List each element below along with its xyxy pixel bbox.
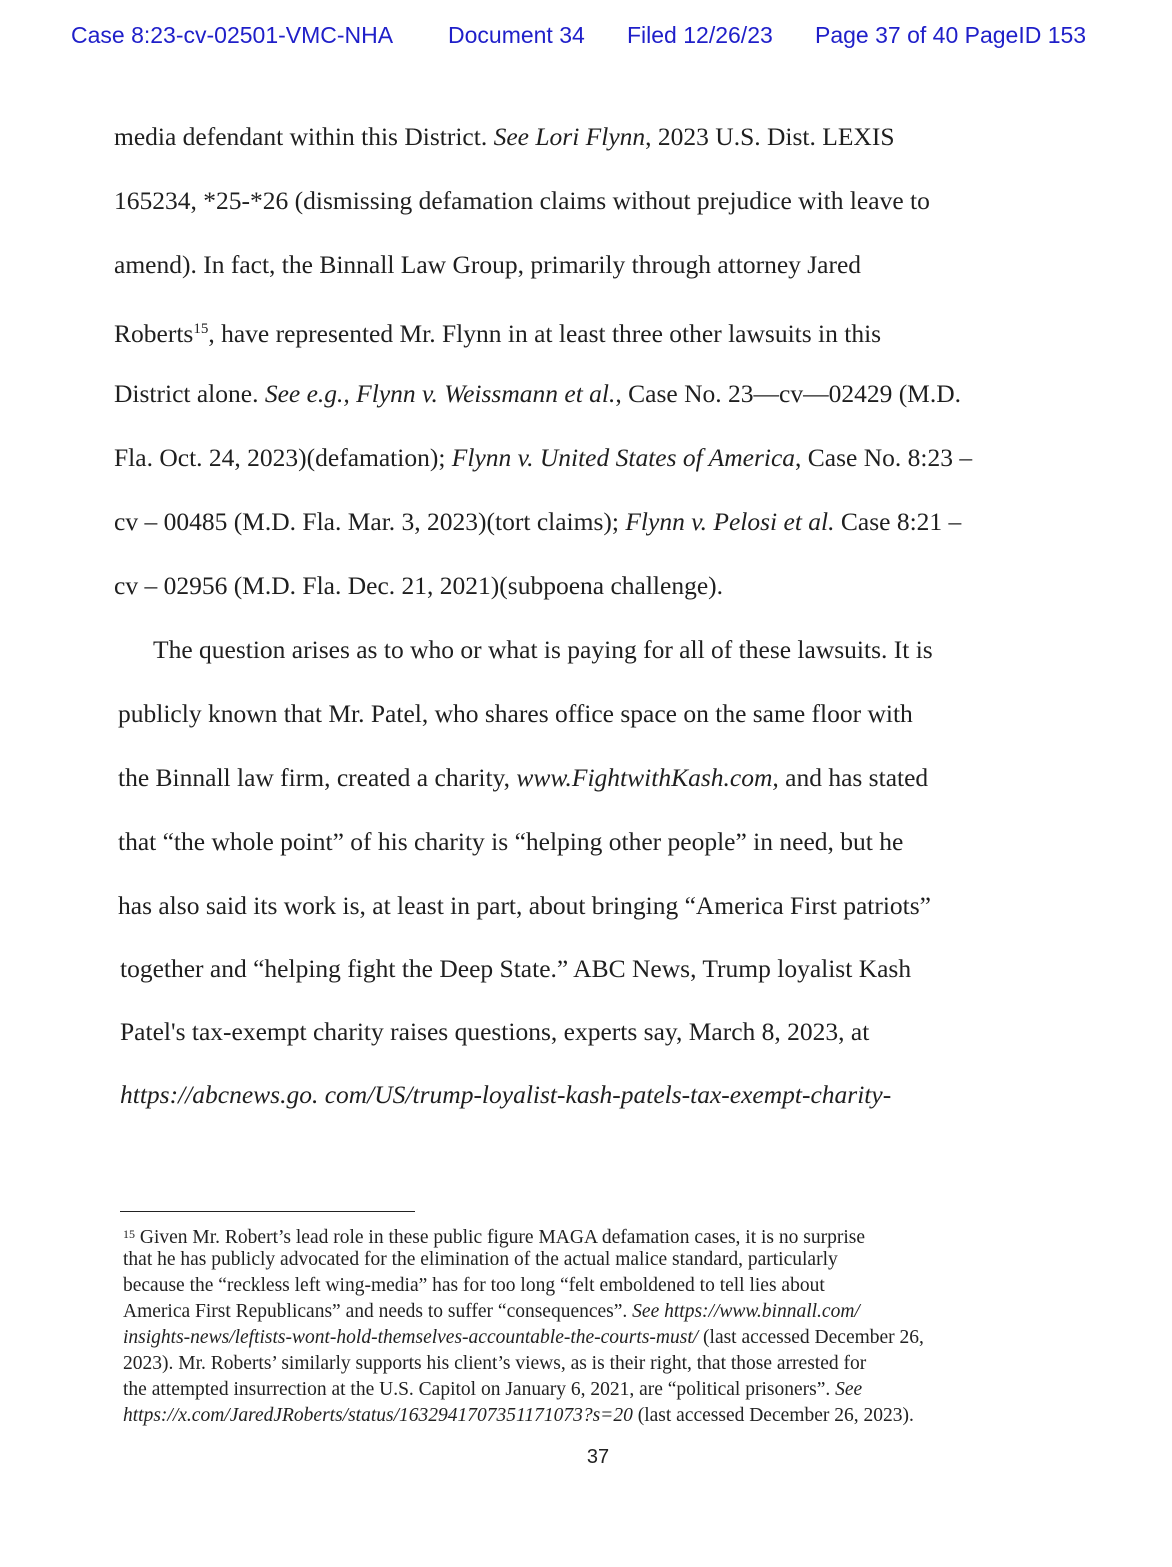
header-page-info: Page 37 of 40 PageID 153 xyxy=(815,22,1087,48)
footnote-line: https://x.com/JaredJRoberts/status/1632941707351171073?s=20 (last accessed December 26, 2023). xyxy=(123,1405,914,1426)
body-line: has also said its work is, at least in part, about bringing “America First patriots” xyxy=(118,891,931,920)
body-line: publicly known that Mr. Patel, who shares office space on the same floor with xyxy=(118,699,913,728)
body-line: Roberts$^{15}$, have represented Mr. Flynn in at least three other lawsuits in this xyxy=(114,319,882,348)
body-line: that “the whole point” of his charity is “helping other people” in need, but he xyxy=(118,827,904,856)
body-line: Fla. Oct. 24, 2023)(defamation); Flynn v. United States of America, Case No. 8:23 – xyxy=(114,443,973,472)
charity-link: www.FightwithKash.com, xyxy=(516,763,779,792)
body-line: together and “helping fight the Deep State.” ABC News, Trump loyalist Kash xyxy=(120,954,912,983)
body-line: cv – 02956 (M.D. Fla. Dec. 21, 2021)(subpoena challenge). xyxy=(114,571,724,600)
body-line: The question arises as to who or what is paying for all of these lawsuits. It is xyxy=(153,635,933,664)
abc-news-url: https://abcnews.go. com/US/trump-loyalist-kash-patels-tax-exempt-charity- xyxy=(120,1080,892,1109)
body-line: cv – 00485 (M.D. Fla. Mar. 3, 2023)(tort claims); Flynn v. Pelosi et al. Case 8:21 – xyxy=(114,507,962,536)
docket-header xyxy=(0,22,1172,52)
footnote-line: America First Republicans” and needs to suffer “consequences”. See https://www.binnall.com/ xyxy=(123,1301,860,1322)
footnote-line: because the “reckless left wing-media” has for too long “felt emboldened to tell lies about xyxy=(123,1275,825,1296)
body-line: media defendant within this District. See Lori Flynn, 2023 U.S. Dist. LEXIS xyxy=(114,122,895,151)
body-line: District alone. See e.g., Flynn v. Weissmann et al., Case No. 23—cv—02429 (M.D. xyxy=(114,379,962,408)
footnote-reference: 15 xyxy=(193,321,209,337)
footnote-divider xyxy=(120,1211,415,1212)
header-case-number: Case 8:23-cv-02501-VMC-NHA xyxy=(71,22,394,48)
footnote-line: $^{15}$ Given Mr. Robert’s lead role in these public figure MAGA defamation cases, it is no surprise xyxy=(123,1227,866,1248)
body-line: amend). In fact, the Binnall Law Group, primarily through attorney Jared xyxy=(114,250,862,279)
footnote-line: the attempted insurrection at the U.S. Capitol on January 6, 2021, are “political prisoners”. See xyxy=(123,1379,863,1400)
footnote-number: 15 xyxy=(123,1227,135,1241)
body-line: Patel's tax-exempt charity raises questions, experts say, March 8, 2023, at xyxy=(120,1017,870,1046)
footnote-line: 2023). Mr. Roberts’ similarly supports his client’s views, as is their right, that those arrested for xyxy=(123,1353,867,1374)
header-filed-date: Filed 12/26/23 xyxy=(627,22,773,48)
page-number: 37 xyxy=(586,1446,610,1468)
footnote-line: insights-news/leftists-wont-hold-themselves-accountable-the-courts-must/ (last accessed December 26, xyxy=(123,1327,924,1348)
body-line: 165234, *25-*26 (dismissing defamation claims without prejudice with leave to xyxy=(114,186,930,215)
body-line: the Binnall law firm, created a charity, www.FightwithKash.com, and has stated xyxy=(118,763,929,792)
header-document-number: Document 34 xyxy=(448,22,585,48)
footnote-line: that he has publicly advocated for the elimination of the actual malice standard, particularly xyxy=(123,1249,838,1270)
body-line xyxy=(120,1080,1050,1110)
